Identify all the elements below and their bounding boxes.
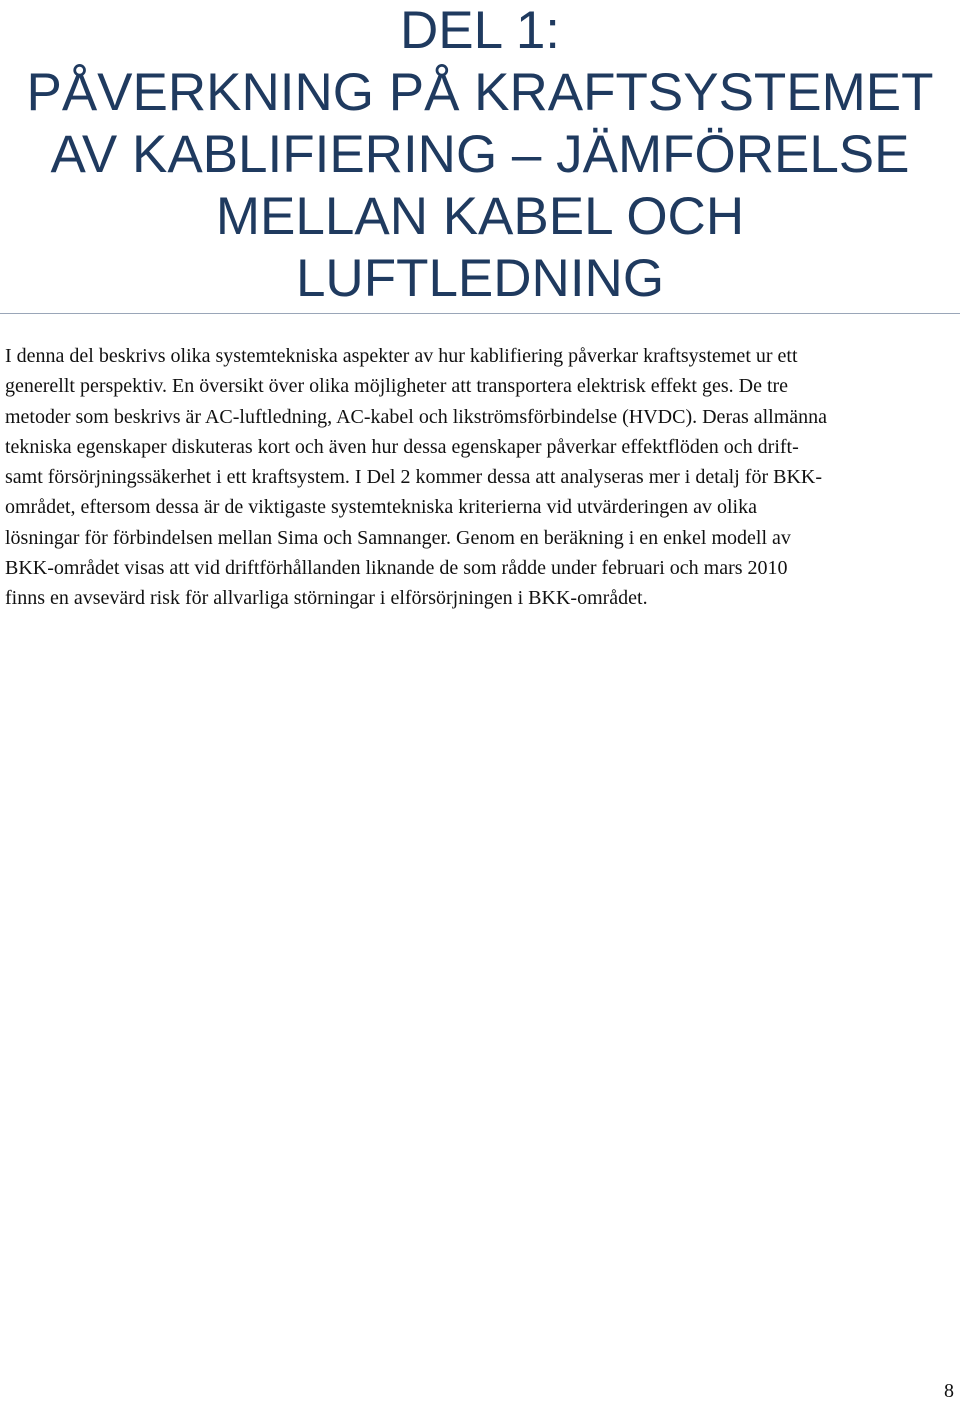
paragraph-line: området, eftersom dessa är de viktigaste systemtekniska kriterierna vid utvärderingen av olika (5, 496, 757, 519)
paragraph-line: lösningar för förbindelsen mellan Sima och Samnanger. Genom en beräkning i en enkel modell av (5, 526, 791, 549)
paragraph-line: finns en avsevärd risk för allvarliga störningar i elförsörjningen i BKK-området. (5, 587, 648, 610)
paragraph-line: generellt perspektiv. En översikt över olika möjligheter att transportera elektrisk effekt ges. De tre (5, 375, 789, 398)
heading-divider (0, 313, 960, 314)
paragraph-line: BKK-området visas att vid driftförhållanden liknande de som rådde under februari och mars 2010 (5, 557, 788, 580)
chapter-heading (0, 0, 960, 310)
heading-line: MELLAN KABEL OCH (215, 187, 745, 246)
heading-line: DEL 1: (399, 1, 561, 60)
page-number: 8 (944, 1380, 954, 1402)
body-paragraph (5, 341, 955, 614)
heading-line: AV KABLIFIERING – JÄMFÖRELSE (50, 125, 910, 184)
paragraph-line: metoder som beskrivs är AC-luftledning, AC-kabel och likströmsförbindelse (HVDC). Deras allmänna (5, 405, 828, 428)
paragraph-line: I denna del beskrivs olika systemtekniska aspekter av hur kablifiering påverkar kraftsystemet ur ett (5, 345, 798, 367)
paragraph-line: tekniska egenskaper diskuteras kort och även hur dessa egenskaper påverkar effektflöden och drift- (5, 435, 799, 458)
heading-line: PÅVERKNING PÅ KRAFTSYSTEMET (26, 63, 934, 122)
paragraph-line: samt försörjningssäkerhet i ett kraftsystem. I Del 2 kommer dessa att analyseras mer i detalj för BKK- (5, 466, 822, 489)
heading-line: LUFTLEDNING (295, 249, 665, 308)
